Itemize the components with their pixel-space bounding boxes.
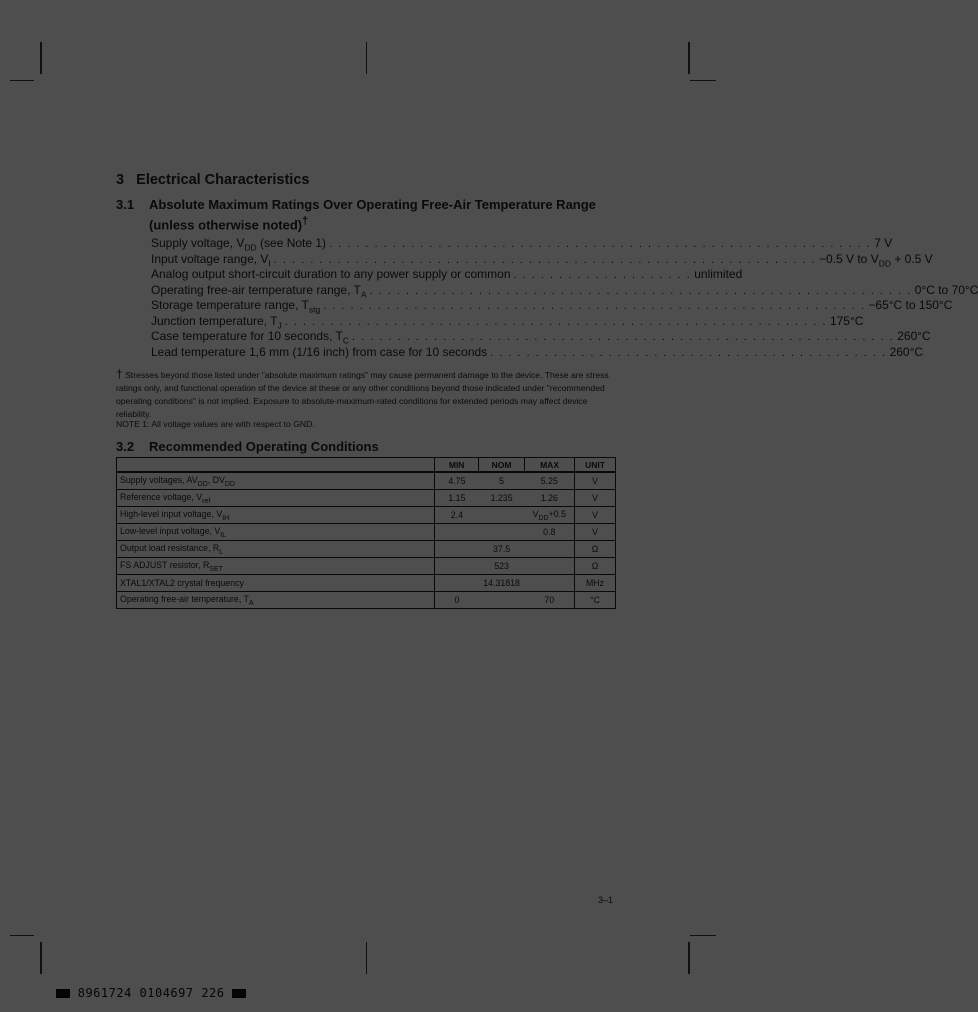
cell-unit: V	[575, 507, 616, 524]
rating-label: Operating free-air temperature range, T	[151, 282, 361, 297]
cell-nom	[479, 507, 525, 524]
rating-value-after: + 0.5 V	[890, 251, 933, 266]
leader-dots: . . . . . . . . . . . . . . . . . . . . . . . . . . . . . . . . . . . . . . . . . . . . . . . . . . . . . . . . . . . .	[369, 284, 912, 297]
cell-max: 70	[525, 592, 575, 609]
roc-table	[116, 457, 616, 609]
crop-mark-top-right-v	[688, 42, 690, 74]
table-row	[117, 592, 616, 609]
leader-dots: . . . . . . . . . . . . . . . . . . . . . . . . . . . . . . . . . . . . . . . . . . . . . . . . . . . . . . . . . . . .	[329, 238, 872, 250]
roc-title: Recommended Operating Conditions	[149, 439, 379, 454]
rating-label: Analog output short-circuit duration to any power supply or common	[151, 267, 511, 281]
row-label: Output load resistance, $R_L$	[117, 541, 435, 558]
roc-heading	[116, 439, 379, 455]
rating-value: 175°C	[829, 313, 864, 328]
cell-unit: V	[575, 472, 616, 490]
rating-value: −0.5 V to V	[818, 251, 879, 266]
table-row	[117, 575, 616, 592]
cell-unit: °C	[575, 592, 616, 609]
abs-max-heading	[116, 197, 596, 233]
cell-unit: Ω	[575, 541, 616, 558]
rating-label: Supply voltage, V	[151, 236, 245, 250]
table-row	[117, 541, 616, 558]
rating-row	[151, 313, 864, 330]
cell-min	[435, 524, 479, 541]
abs-max-title-mark: †	[302, 215, 309, 227]
header-desc	[117, 458, 435, 473]
rating-row	[151, 329, 931, 346]
rating-label-sub: J	[277, 319, 282, 330]
rating-label: Input voltage range, V	[151, 251, 269, 266]
cell-min	[435, 575, 479, 592]
leader-dots: . . . . . . . . . . . . . . . . . . . . . . . . . . . . . . . . . . . . . . . . . . . . . . . . . . . . . . . . . . . .	[273, 253, 816, 266]
crop-mark-top-left-v	[40, 42, 42, 74]
rating-row	[151, 282, 978, 299]
cell-unit: MHz	[575, 575, 616, 592]
rating-label-after: (see Note 1)	[256, 236, 327, 250]
abs-max-title-line1: Absolute Maximum Ratings Over Operating Free-Air Temperature Range	[149, 197, 596, 212]
cell-min	[435, 558, 479, 575]
row-label: FS ADJUST resistor, $R_{SET}$	[117, 558, 435, 575]
cell-nom: 1.235	[479, 490, 525, 507]
cell-min	[435, 541, 479, 558]
leader-dots: . . . . . . . . . . . . . . . . . . . . . . . . . . . . . . . . . . . . . . . . . . . . . . . . . . . . . . . . . . . .	[352, 331, 895, 343]
rating-value: unlimited	[694, 267, 743, 281]
cell-nom	[479, 592, 525, 609]
section-heading	[116, 172, 309, 188]
section-number: 3	[116, 172, 125, 188]
row-label: Operating free-air temperature, $T_A$	[117, 592, 435, 609]
rating-value: 0°C to 70°C	[914, 282, 978, 297]
cell-unit: V	[575, 490, 616, 507]
rating-label: Case temperature for 10 seconds, T	[151, 329, 343, 343]
footnote-mark: †	[116, 367, 123, 381]
rating-label: Lead temperature 1,6 mm (1/16 inch) from case for 10 seconds	[151, 344, 488, 359]
rating-row	[151, 344, 924, 361]
cell-max: 0.8	[525, 524, 575, 541]
header-unit: UNIT	[575, 458, 616, 473]
cell-nom: 14.31818	[479, 575, 525, 592]
crop-mark-top-right-h	[690, 80, 716, 81]
abs-max-number: 3.1	[116, 197, 135, 212]
table-row	[117, 472, 616, 490]
header-max: MAX	[525, 458, 575, 473]
row-label: Low-level input voltage, $V_{IL}$	[117, 524, 435, 541]
section-title: Electrical Characteristics	[136, 172, 310, 188]
cell-max	[525, 541, 575, 558]
document-id	[56, 986, 246, 1000]
rating-row	[151, 251, 933, 268]
cell-max	[525, 575, 575, 592]
cell-min: 4.75	[435, 472, 479, 490]
crop-mark-bottom-center-v	[366, 942, 367, 974]
cell-min: 0	[435, 592, 479, 609]
rating-label: Junction temperature, T	[151, 313, 278, 328]
crop-mark-bottom-right-h	[690, 935, 716, 936]
leader-dots: . . . . . . . . . . . . . . . . . . . . . . . . . . . . . . . . . . . . . . . . . . . . . . . . . . . . . . . . . . . .	[284, 315, 827, 328]
footnote-text: Stresses beyond those listed under "absolute maximum ratings" may cause permanent damage to the device. These are stress ratings only, and functional operation of the device at these or any other conditions beyond those indicated under "recommended operating conditions" is not implied. Exposure to absolute-maximum-rated conditions for extended periods may affect device reliability.	[116, 370, 609, 419]
table-row	[117, 524, 616, 541]
document-id-text: 8961724 0104697 226	[77, 986, 225, 1000]
cell-max: $V_{DD}+0.5$	[525, 507, 575, 524]
rating-row	[151, 298, 953, 315]
cell-max: 1.26	[525, 490, 575, 507]
row-label: High-level input voltage, $V_{IH}$	[117, 507, 435, 524]
crop-mark-bottom-left-v	[40, 942, 42, 974]
barcode-block-right	[232, 989, 246, 998]
rating-value-sub: DD	[878, 257, 891, 268]
rating-label-sub: I	[268, 257, 271, 268]
rating-row	[151, 267, 743, 283]
rating-label-sub: stg	[308, 304, 321, 315]
rating-label-sub: DD	[244, 242, 257, 253]
page-number: 3–1	[598, 895, 614, 905]
crop-mark-top-left-h	[10, 80, 34, 81]
rating-value: 260°C	[889, 344, 924, 359]
abs-max-ratings-list	[151, 236, 978, 360]
footnote	[116, 368, 616, 421]
table-row	[117, 558, 616, 575]
row-label: Reference voltage, $V_{ref}$	[117, 490, 435, 507]
cell-max	[525, 558, 575, 575]
cell-nom: 5	[479, 472, 525, 490]
crop-mark-top-center-v	[366, 42, 367, 74]
header-min: MIN	[435, 458, 479, 473]
row-label: XTAL1/XTAL2 crystal frequency	[117, 575, 435, 592]
roc-number: 3.2	[116, 439, 135, 454]
leader-dots: . . . . . . . . . . . . . . . . . . . . . . . . . . . . . . . . . . . . . . . . . . . .	[490, 346, 887, 359]
cell-nom	[479, 524, 525, 541]
rating-value: −65°C to 150°C	[868, 298, 953, 312]
rating-row	[151, 236, 893, 253]
crop-mark-bottom-right-v	[688, 942, 690, 974]
rating-label-sub: C	[342, 335, 350, 346]
cell-min: 1.15	[435, 490, 479, 507]
note-1: NOTE 1: All voltage values are with respect to GND.	[116, 419, 315, 429]
cell-max: 5.25	[525, 472, 575, 490]
rating-label: Storage temperature range, T	[151, 298, 309, 312]
leader-dots: . . . . . . . . . . . . . . . . . . . .	[513, 269, 692, 281]
table-row	[117, 507, 616, 524]
header-nom: NOM	[479, 458, 525, 473]
cell-unit: Ω	[575, 558, 616, 575]
crop-mark-bottom-left-h	[10, 935, 34, 936]
table-header-row	[117, 458, 616, 473]
cell-nom: 37.5	[479, 541, 525, 558]
cell-nom: 523	[479, 558, 525, 575]
row-label: Supply voltages, $AV_{DD}$, $DV_{DD}$	[117, 472, 435, 490]
cell-unit: V	[575, 524, 616, 541]
barcode-block-left	[56, 989, 70, 998]
leader-dots: . . . . . . . . . . . . . . . . . . . . . . . . . . . . . . . . . . . . . . . . . . . . . . . . . . . . . . . . . . . .	[323, 300, 866, 312]
cell-min: 2.4	[435, 507, 479, 524]
table-row	[117, 490, 616, 507]
rating-value: 260°C	[897, 329, 931, 343]
rating-value: 7 V	[874, 236, 893, 250]
rating-label-sub: A	[360, 288, 367, 299]
abs-max-title-line2: (unless otherwise noted)	[149, 217, 303, 233]
